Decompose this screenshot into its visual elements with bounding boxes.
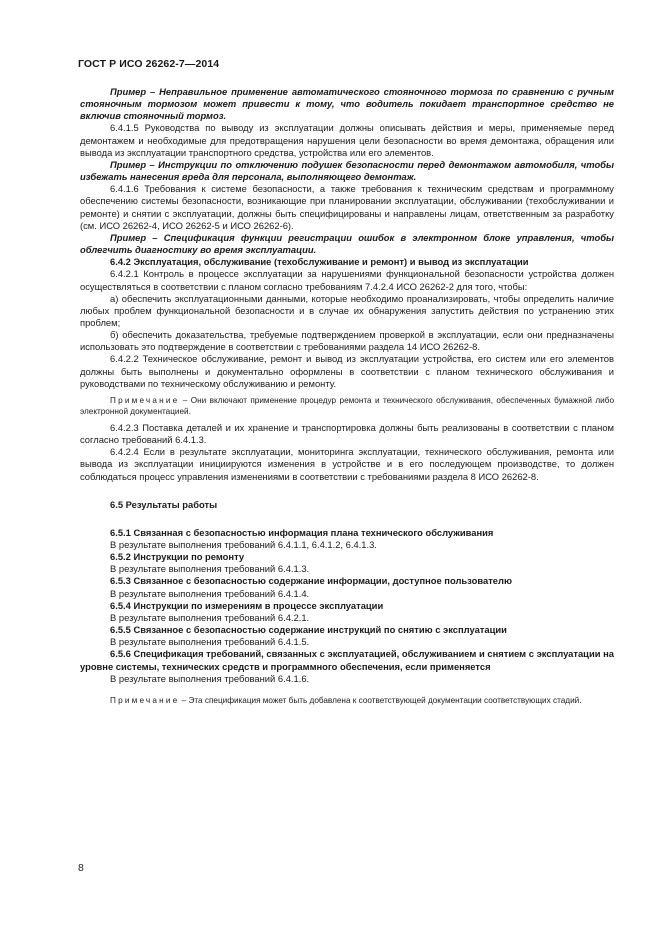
result-paragraph: В результате выполнения требований 6.4.1.1, 6.4.1.2, 6.4.1.3. xyxy=(110,539,377,550)
clause-paragraph: 6.4.2.3 Поставка деталей и их хранение и транспортировка должны быть реализованы в соответствии с планом согласно требований 6.4.1.3. xyxy=(80,421,614,446)
result-paragraph: В результате выполнения требований 6.4.1.4. xyxy=(110,587,310,599)
clause-paragraph: 6.4.2.2 Техническое обслуживание, ремонт и вывод из эксплуатации устройства, его систем или его элементов должны быть выполнены и документально оформлены в соответствии с планом технического обслуживания и руководствами по техническому обслуживанию и ремонту. xyxy=(80,353,614,389)
note-text: – Эта спецификация может быть добавлена к соответствующей документации соответствующих стадий. xyxy=(179,695,582,705)
example-paragraph: Пример – Неправильное применение автоматического стояночного тормоза по сравнению с ручным стояночным тормозом может привести к тому, что водитель покидает транспортное средство не включив стояночный тормоз. xyxy=(80,86,614,122)
subsection-heading: 6.5.4 Инструкции по измерениям в процессе эксплуатации xyxy=(110,599,384,611)
note-label: Примечание xyxy=(110,395,180,405)
list-item-paragraph: а) обеспечить эксплуатационными данными, которые необходимо проанализировать, чтобы определить наличие любых проблем функциональной безопасности и в случае их обнаружения запустить действия по устранению этих проблем; xyxy=(80,292,614,328)
subsection-heading: 6.5.6 Спецификация требований, связанных с эксплуатацией, обслуживанием и снятием с эксплуатации на уровне системы, технических средств и программного обеспечения, если применяется xyxy=(80,648,614,672)
subsection-heading: 6.5.5 Связанное с безопасностью содержание инструкций по снятию с эксплуатации xyxy=(110,624,507,636)
subsection-heading: 6.5.1 Связанная с безопасностью информация плана технического обслуживания xyxy=(110,526,494,538)
example-paragraph: Пример – Спецификация функции регистрации ошибок в электронном блоке управления, чтобы облегчить диагностику во время эксплуатации. xyxy=(80,231,614,256)
document-body xyxy=(80,86,614,706)
note-text: – Они включают применение процедур ремонта и технического обслуживания, обеспеченных бумажной либо электронной документацией. xyxy=(80,395,614,416)
result-paragraph: В результате выполнения требований 6.4.1.3. xyxy=(110,563,310,575)
clause-paragraph: 6.4.2.1 Контроль в процессе эксплуатации за нарушениями функциональной безопасности устройства должен осуществляться в соответствии с планом согласно требованиям 7.4.2.4 ИСО 26262-2 для того, чтобы: xyxy=(80,268,614,292)
note-paragraph xyxy=(80,695,614,706)
page-number: 8 xyxy=(78,862,84,874)
note-paragraph xyxy=(80,395,614,417)
clause-paragraph: 6.4.2.4 Если в результате эксплуатации, мониторинга эксплуатации, технического обслуживания, ремонта или вывода из эксплуатации инициируются изменения в устройстве и в его последующем производстве, то должен соблюдаться процесс управления изменениями в соответствии с требованиями раздела 8 ИСО 26262-8. xyxy=(80,446,614,482)
section-heading: 6.5 Результаты работы xyxy=(110,498,218,510)
example-paragraph: Пример – Инструкции по отключению подушек безопасности перед демонтажом автомобиля, чтобы избежать нанесения вреда для персонала, выполняющего демонтаж. xyxy=(80,158,614,183)
subsection-heading: 6.5.3 Связанное с безопасностью содержание информации, доступное пользователю xyxy=(110,575,512,587)
list-item-paragraph: б) обеспечить доказательства, требуемые подтверждением проверкой в эксплуатации, если они предназначены использовать это подтверждение в соответствии с требованиями раздела 14 ИСО 26262-8. xyxy=(80,329,614,353)
subsection-heading: 6.4.2 Эксплуатация, обслуживание (техобслуживание и ремонт) и вывод из эксплуатации xyxy=(110,256,529,268)
note-label: Примечание xyxy=(110,695,180,705)
result-paragraph: В результате выполнения требований 6.4.1.5. xyxy=(110,636,310,648)
result-paragraph: В результате выполнения требований 6.4.1.6. xyxy=(110,672,310,684)
clause-paragraph: 6.4.1.6 Требования к системе безопасности, а также требования к техническим средствам и программному обеспечению системы безопасности, возникающие при планировании эксплуатации, обслуживании (техобслуживании и ремонте) и снятии с эксплуатации, должны быть специфицированы и направлены лицам, ответственным за разработку (см. ИСО 26262-4, ИСО 26262-5 и ИСО 26262-6). xyxy=(80,183,614,231)
document-header: ГОСТ Р ИСО 26262-7—2014 xyxy=(78,58,220,70)
result-paragraph: В результате выполнения требований 6.4.2.1. xyxy=(110,611,310,623)
clause-paragraph: 6.4.1.5 Руководства по выводу из эксплуатации должны описывать действия и меры, применяемые перед демонтажем и необходимые для предотвращения нарушения цели безопасности во время демонтажа, обращения или вывода из эксплуатации транспортного средства, устройства или его элементов. xyxy=(80,122,614,158)
subsection-heading: 6.5.2 Инструкции по ремонту xyxy=(110,551,245,563)
